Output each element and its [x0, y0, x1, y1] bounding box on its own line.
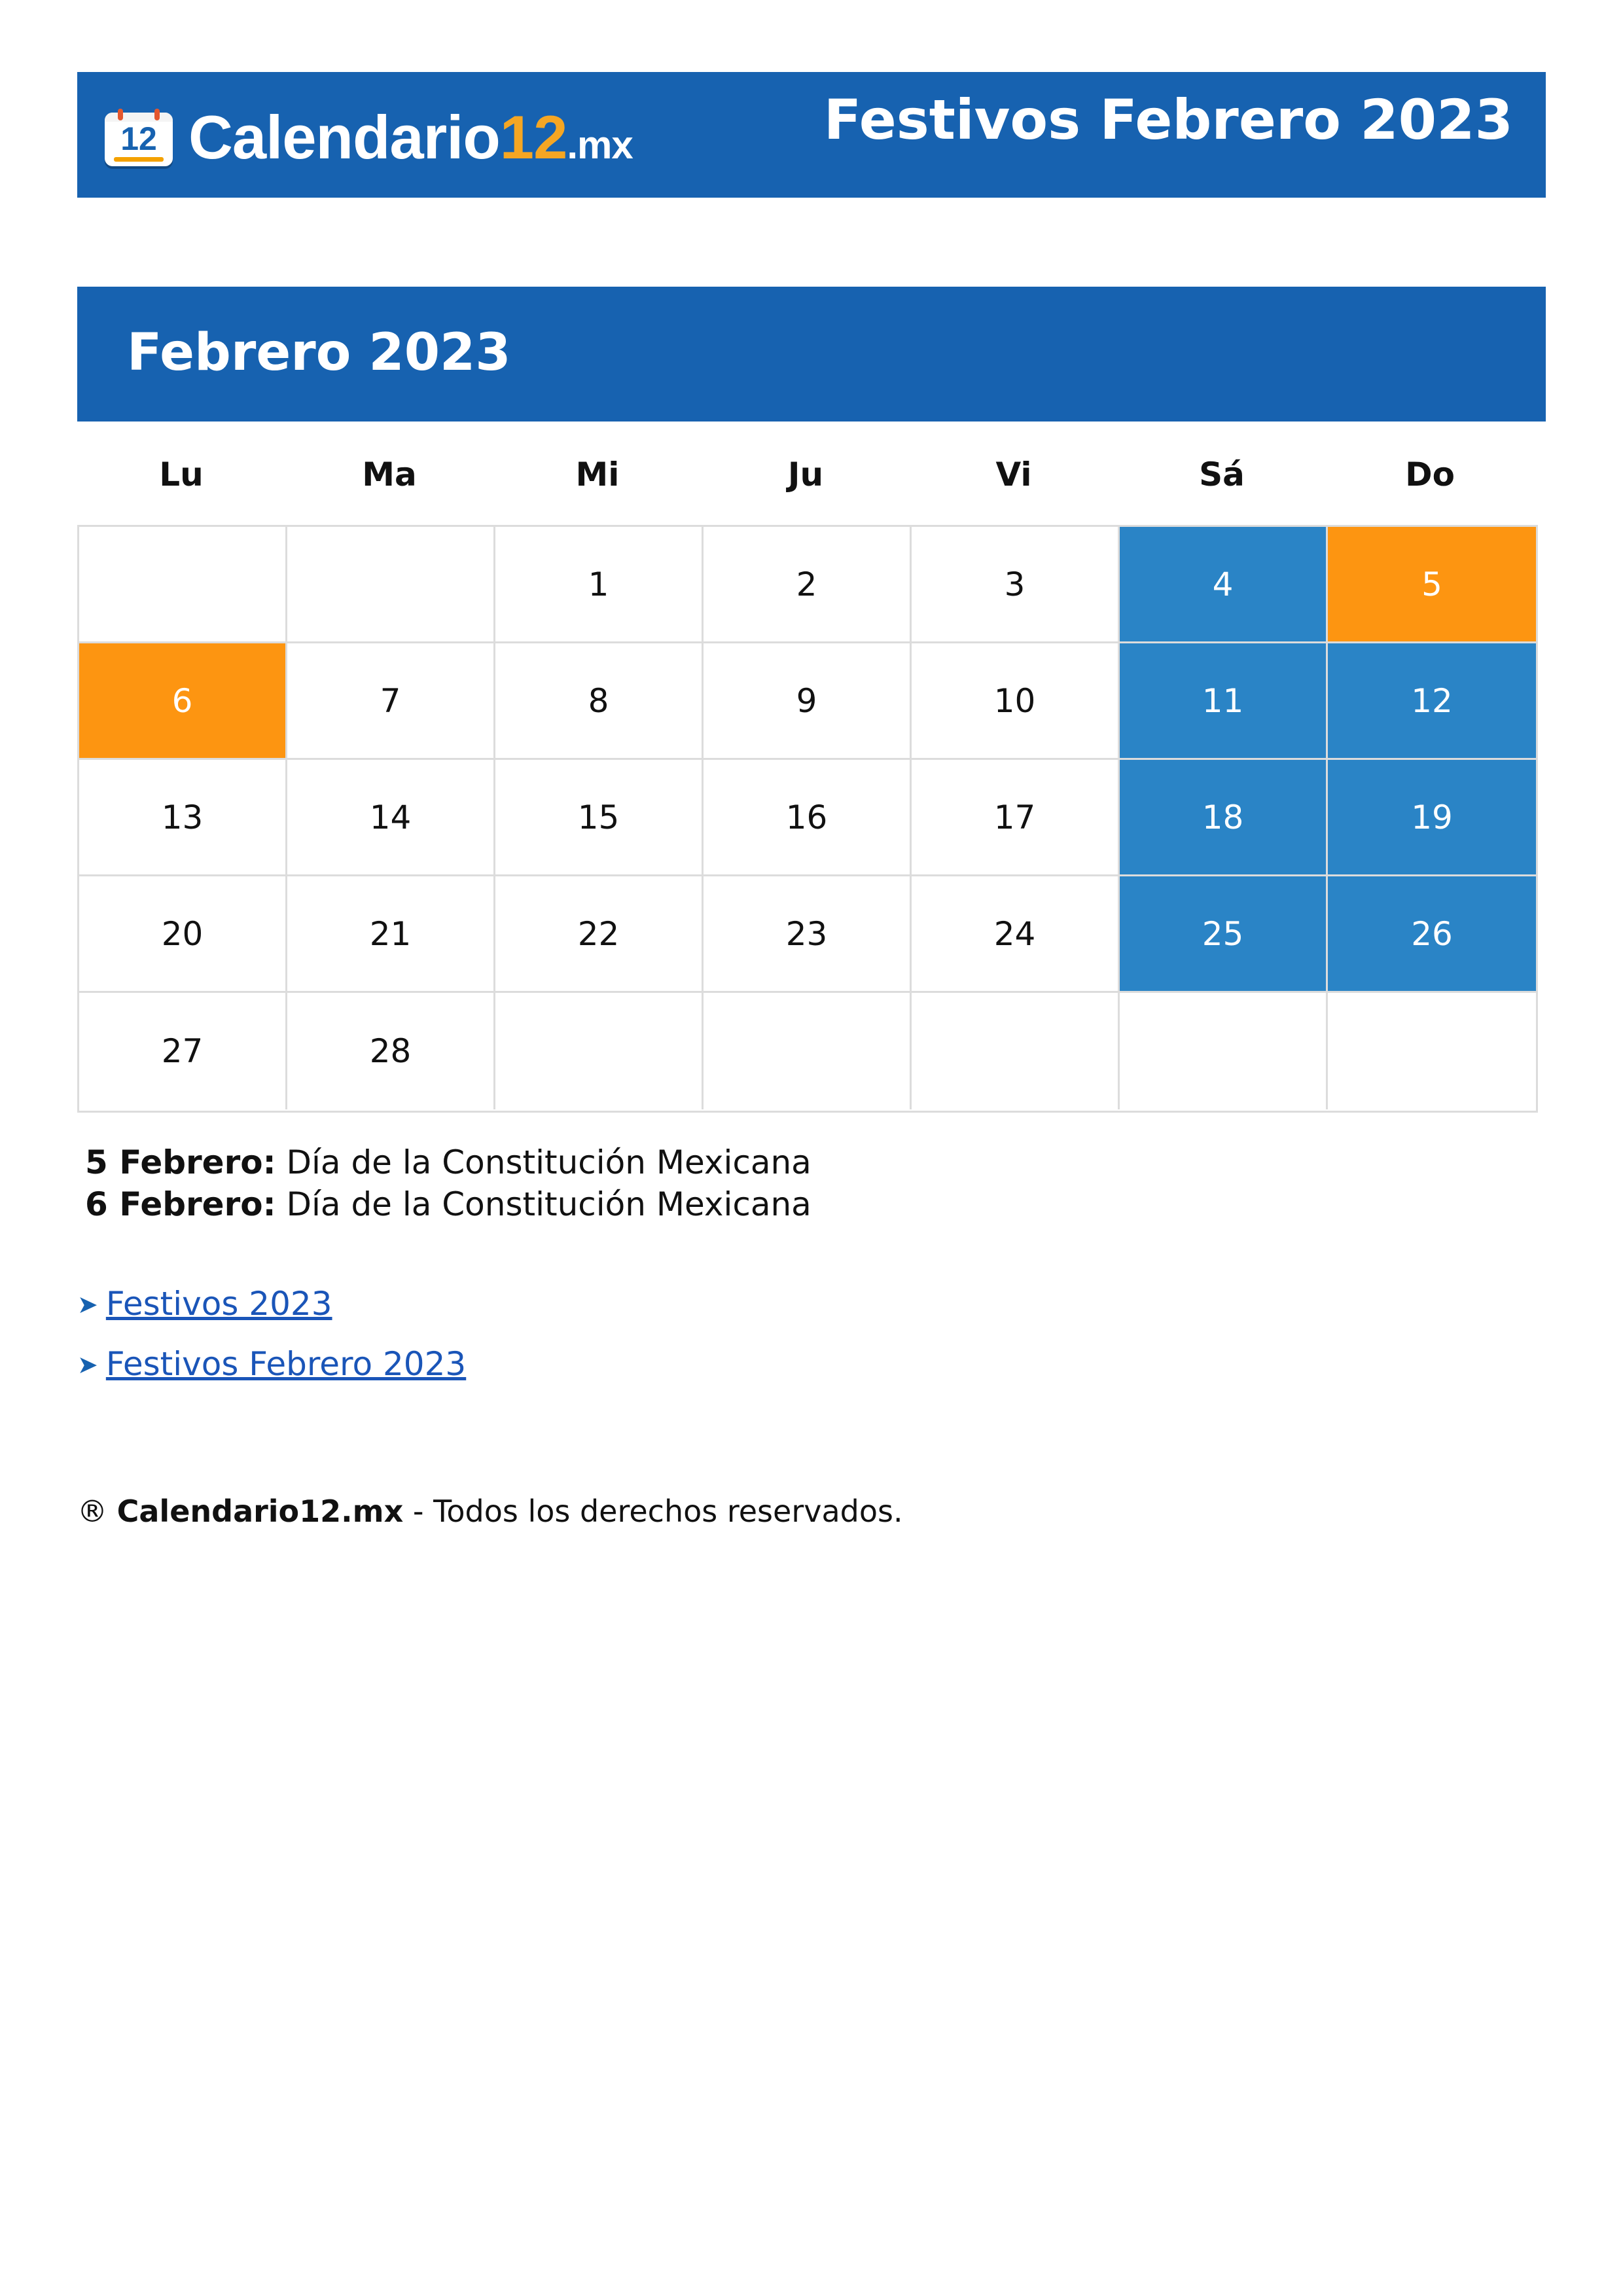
- day-cell[interactable]: 9: [704, 643, 912, 760]
- empty-day-cell: [1120, 993, 1328, 1109]
- footer: [77, 1494, 903, 1529]
- holiday-name: Día de la Constitución Mexicana: [286, 1143, 812, 1181]
- holiday-date: 6 Febrero:: [85, 1185, 276, 1223]
- day-cell[interactable]: 6: [79, 643, 287, 760]
- holiday-item: [85, 1141, 812, 1183]
- day-cell[interactable]: 7: [287, 643, 495, 760]
- day-cell[interactable]: 1: [495, 527, 704, 643]
- empty-day-cell: [495, 993, 704, 1109]
- day-cell[interactable]: 12: [1328, 643, 1536, 760]
- day-cell[interactable]: 27: [79, 993, 287, 1109]
- day-cell[interactable]: 14: [287, 760, 495, 876]
- day-cell[interactable]: 16: [704, 760, 912, 876]
- empty-day-cell: [704, 993, 912, 1109]
- arrow-right-icon: ➤: [77, 1290, 98, 1319]
- day-cell[interactable]: 13: [79, 760, 287, 876]
- link-item: [77, 1343, 466, 1403]
- weekday-label: Lu: [159, 456, 204, 493]
- link-festivos-febrero-2023[interactable]: Festivos Febrero 2023: [105, 1345, 467, 1383]
- link-festivos-2023[interactable]: Festivos 2023: [105, 1285, 332, 1323]
- link-item: [77, 1283, 466, 1343]
- empty-day-cell: [79, 527, 287, 643]
- site-logo[interactable]: [105, 103, 633, 171]
- footer-text: - Todos los derechos reservados.: [403, 1494, 903, 1529]
- header-banner: [77, 72, 1546, 198]
- day-cell[interactable]: 4: [1120, 527, 1328, 643]
- footer-brand: Calendario12.mx: [116, 1494, 404, 1529]
- day-cell[interactable]: 3: [912, 527, 1120, 643]
- weekday-header-row: [77, 452, 1534, 497]
- calendar-icon: 12: [105, 109, 173, 166]
- day-cell[interactable]: 28: [287, 993, 495, 1109]
- calendar-grid: [77, 525, 1538, 1113]
- holiday-item: [85, 1183, 812, 1225]
- page-title: Festivos Febrero 2023: [823, 88, 1513, 152]
- related-links: [77, 1283, 466, 1403]
- day-cell[interactable]: 8: [495, 643, 704, 760]
- weekday-label: Sá: [1199, 456, 1245, 493]
- day-cell[interactable]: 2: [704, 527, 912, 643]
- holiday-name: Día de la Constitución Mexicana: [286, 1185, 812, 1223]
- logo-wordmark: Calendario12.mx: [188, 103, 633, 171]
- day-cell[interactable]: 11: [1120, 643, 1328, 760]
- empty-day-cell: [1328, 993, 1536, 1109]
- month-header: [77, 287, 1546, 422]
- day-cell[interactable]: 5: [1328, 527, 1536, 643]
- day-cell[interactable]: 15: [495, 760, 704, 876]
- holiday-date: 5 Febrero:: [85, 1143, 276, 1181]
- weekday-label: Vi: [995, 456, 1032, 493]
- day-cell[interactable]: 25: [1120, 876, 1328, 993]
- day-cell[interactable]: 10: [912, 643, 1120, 760]
- weekday-label: Mi: [575, 456, 620, 493]
- weekday-label: Ma: [362, 456, 417, 493]
- day-cell[interactable]: 22: [495, 876, 704, 993]
- empty-day-cell: [287, 527, 495, 643]
- day-cell[interactable]: 21: [287, 876, 495, 993]
- empty-day-cell: [912, 993, 1120, 1109]
- month-title: Febrero 2023: [127, 323, 511, 382]
- day-cell[interactable]: 19: [1328, 760, 1536, 876]
- day-cell[interactable]: 23: [704, 876, 912, 993]
- arrow-right-icon: ➤: [77, 1350, 98, 1379]
- day-cell[interactable]: 26: [1328, 876, 1536, 993]
- weekday-label: Ju: [787, 456, 824, 493]
- day-cell[interactable]: 18: [1120, 760, 1328, 876]
- registered-symbol: ®: [77, 1494, 107, 1529]
- day-cell[interactable]: 17: [912, 760, 1120, 876]
- day-cell[interactable]: 24: [912, 876, 1120, 993]
- holiday-list: [85, 1141, 812, 1225]
- day-cell[interactable]: 20: [79, 876, 287, 993]
- weekday-label: Do: [1405, 456, 1455, 493]
